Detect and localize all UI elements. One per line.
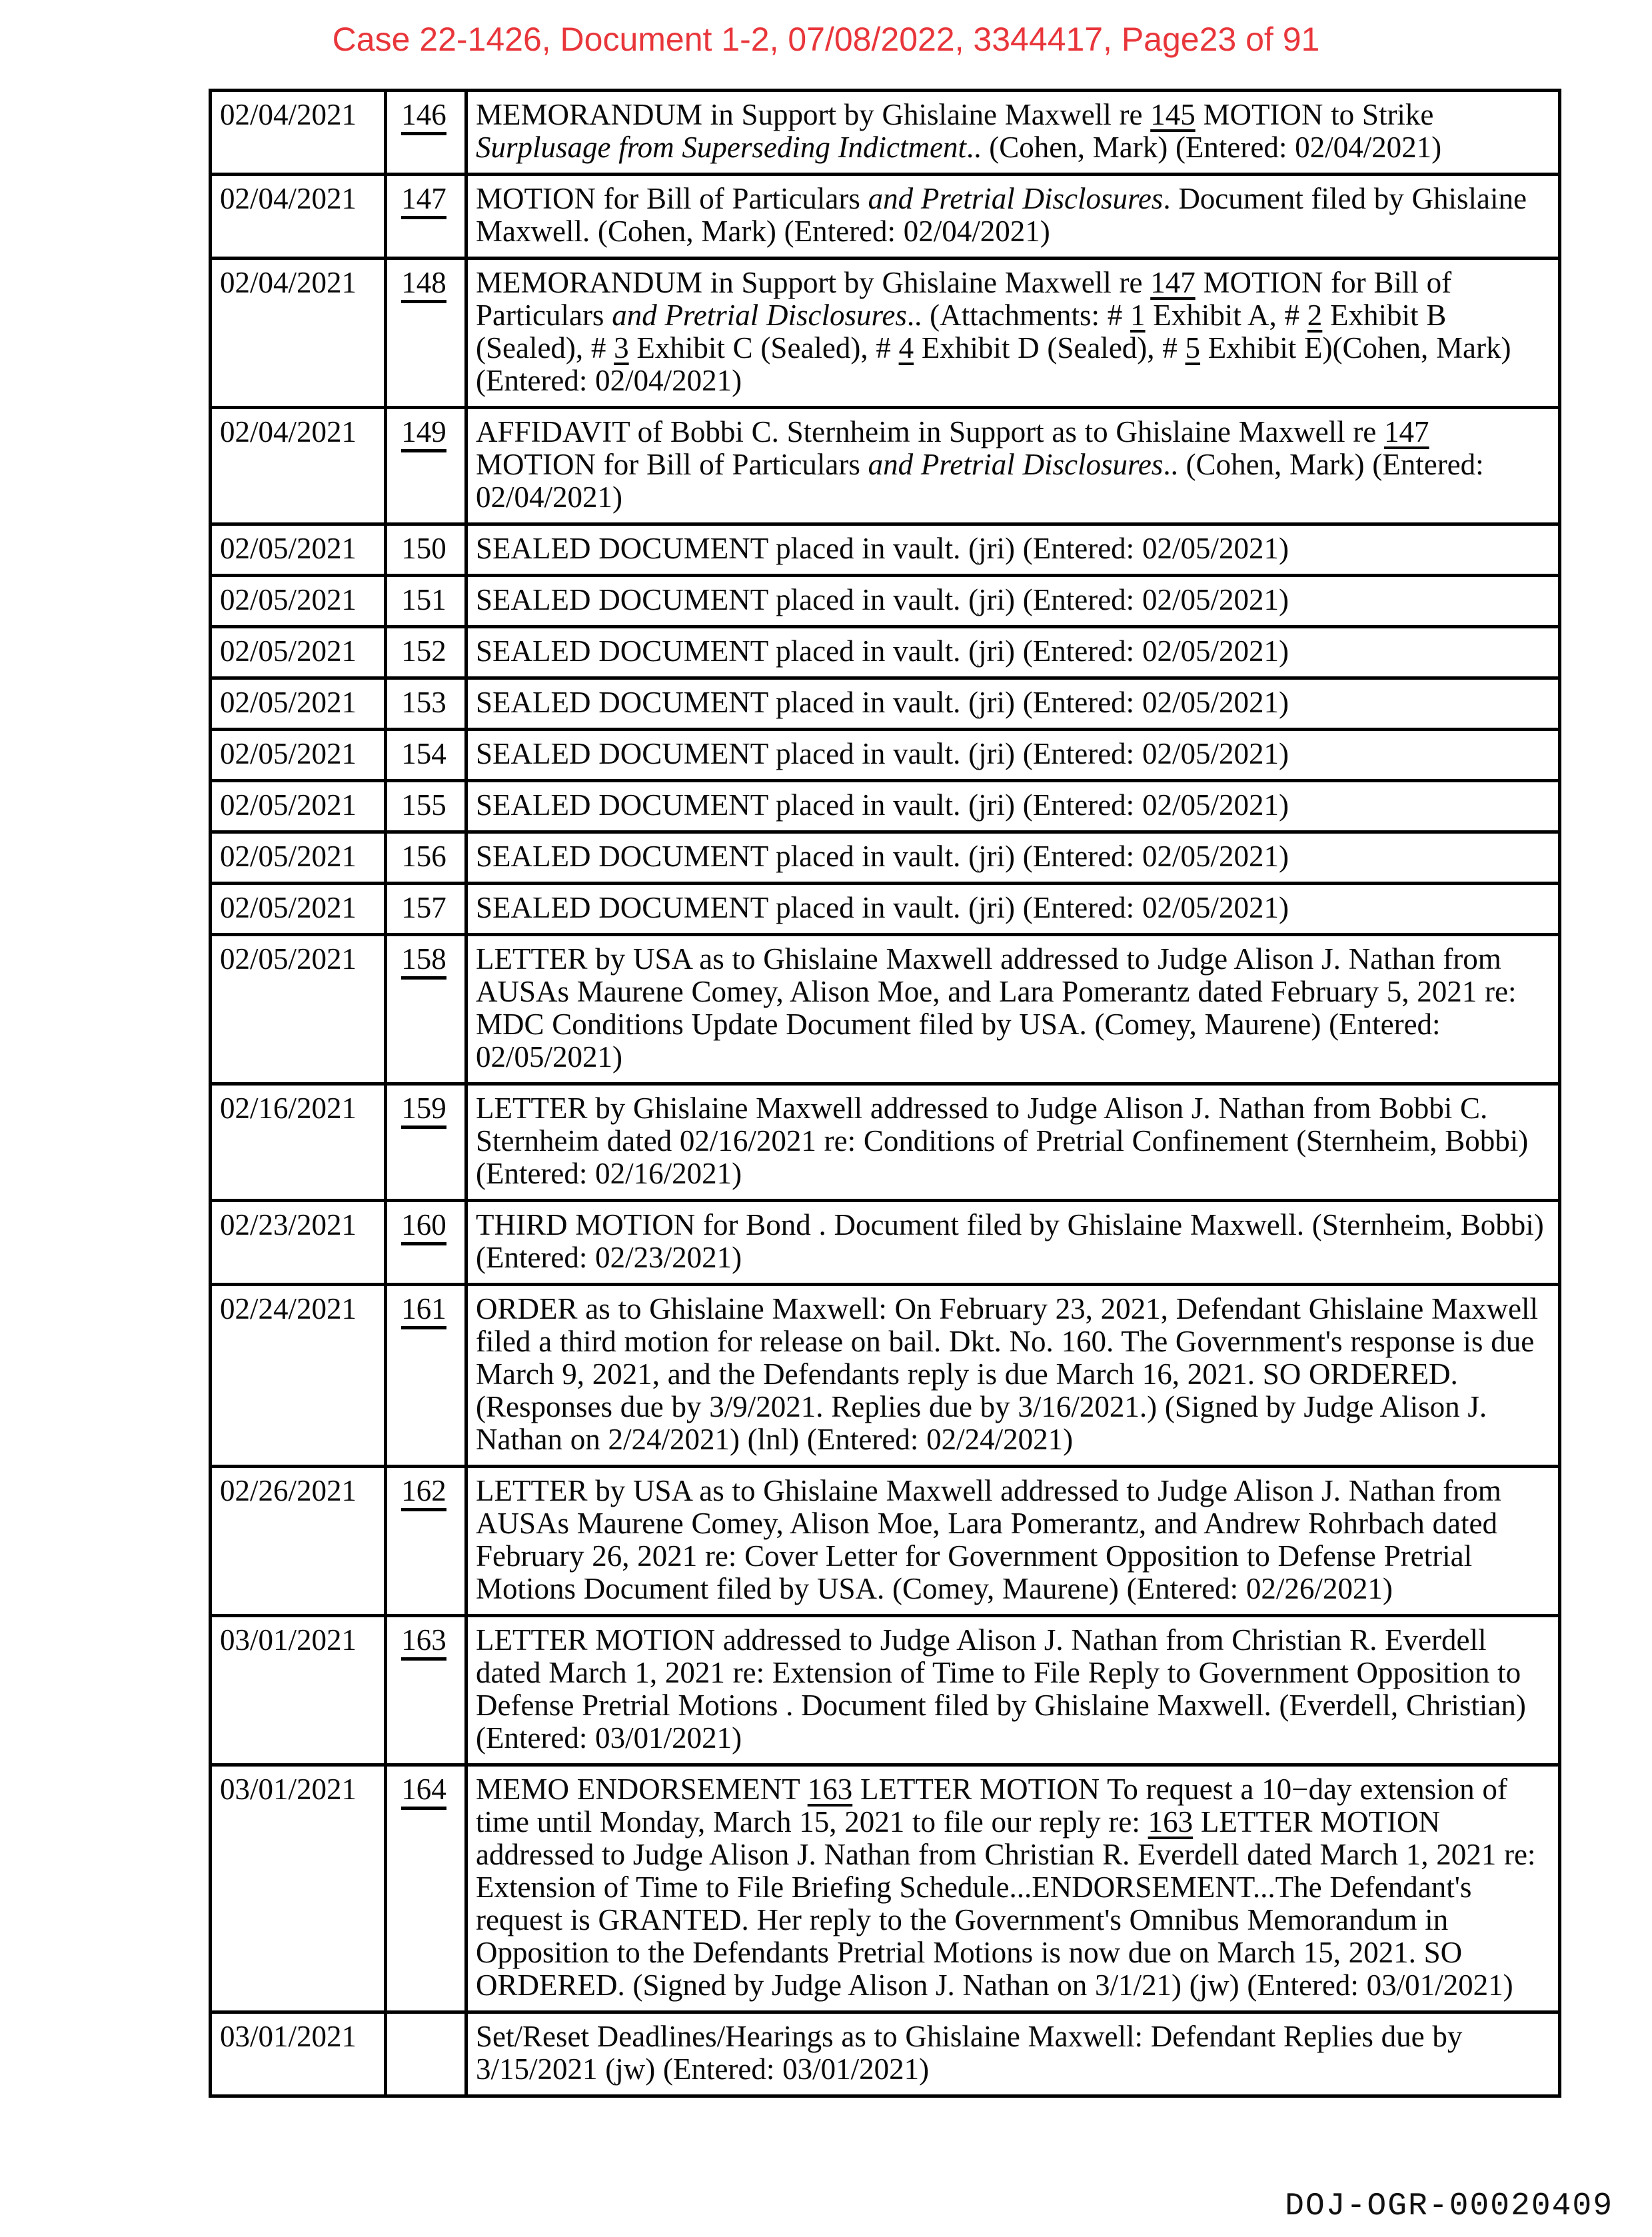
- docket-text: ORDER as to Ghislaine Maxwell: On February 23, 2021, Defendant Ghislaine Maxwell filed a third motion for release on bail. Dkt. No. 160. The Government's response is due March 9, 2021, and the Defendants reply is due March 16, 2021. SO ORDERED. (Responses due by 3/9/2021. Replies due by 3/16/2021.) (Signed by Judge Alison J. Nathan on 2/24/2021) (lnl) (Entered: 02/24/2021): [476, 1292, 1538, 1456]
- table-row: [211, 884, 1560, 935]
- docket-text-cell: [466, 576, 1560, 627]
- docket-text: SEALED DOCUMENT placed in vault. (jri) (Entered: 02/05/2021): [476, 737, 1289, 770]
- docket-number-link[interactable]: 163: [401, 1624, 446, 1661]
- docket-text-cell: [466, 2012, 1560, 2096]
- docket-text-cell: [466, 408, 1560, 524]
- docket-text: LETTER MOTION addressed to Judge Alison J. Nathan from Christian R. Everdell dated March 1, 2021 re: Extension of Time to File Briefing Schedule...ENDORSEMENT...The Defendant's request is GRANTED. Her reply to the Government's Omnibus Memorandum in Opposition to the Defendants Pretrial Motions is now due on March 15, 2021. SO ORDERED. (Signed by Judge Alison J. Nathan on 3/1/21) (jw) (Entered: 03/01/2021): [476, 1805, 1536, 2002]
- docket-text: MEMORANDUM in Support by Ghislaine Maxwell re: [476, 98, 1151, 131]
- date-filed-cell: 03/01/2021: [211, 1616, 386, 1765]
- docket-text: SEALED DOCUMENT placed in vault. (jri) (Entered: 02/05/2021): [476, 634, 1289, 668]
- table-row: [211, 1084, 1560, 1201]
- docket-text: MOTION for Bill of Particulars: [476, 266, 1452, 332]
- docket-number: 157: [401, 891, 446, 924]
- date-filed-cell: 02/05/2021: [211, 781, 386, 832]
- docket-number-cell: [386, 524, 466, 576]
- docket-number-link[interactable]: 159: [401, 1092, 446, 1129]
- docket-text-italic: and Pretrial Disclosures: [868, 182, 1164, 215]
- table-row: [211, 175, 1560, 259]
- docket-text-cell: [466, 935, 1560, 1084]
- date-filed-cell: 02/04/2021: [211, 259, 386, 408]
- table-row: [211, 781, 1560, 832]
- docket-text: SEALED DOCUMENT placed in vault. (jri) (Entered: 02/05/2021): [476, 891, 1289, 924]
- table-row: [211, 1285, 1560, 1467]
- docket-text: THIRD MOTION for Bond . Document filed by Ghislaine Maxwell. (Sternheim, Bobbi) (Entered: 02/23/2021): [476, 1208, 1544, 1274]
- docket-text-italic: and Pretrial Disclosures: [612, 299, 907, 332]
- date-filed-cell: 02/26/2021: [211, 1467, 386, 1616]
- docket-number-cell: [386, 2012, 466, 2096]
- table-row: [211, 524, 1560, 576]
- doc-reference-link[interactable]: 147: [1384, 415, 1429, 448]
- docket-text: LETTER MOTION addressed to Judge Alison J. Nathan from Christian R. Everdell dated March 1, 2021 re: Extension of Time to File Reply to Government Opposition to Defense Pretrial Motions . Document filed by Ghislaine Maxwell. (Everdell, Christian) (Entered: 03/01/2021): [476, 1623, 1526, 1755]
- docket-number: 152: [401, 634, 446, 668]
- docket-text-italic: Surplusage from Superseding Indictment: [476, 131, 967, 164]
- docket-text: MEMO ENDORSEMENT: [476, 1773, 808, 1806]
- docket-text: MEMORANDUM in Support by Ghislaine Maxwell re: [476, 266, 1151, 299]
- docket-text-italic: and Pretrial Disclosures: [868, 448, 1164, 481]
- docket-text-cell: [466, 175, 1560, 259]
- table-row: [211, 935, 1560, 1084]
- docket-number: 154: [401, 737, 446, 770]
- docket-text-cell: [466, 1285, 1560, 1467]
- docket-text-cell: [466, 730, 1560, 781]
- docket-number: 153: [401, 686, 446, 719]
- docket-text: LETTER by Ghislaine Maxwell addressed to Judge Alison J. Nathan from Bobbi C. Sternheim dated 02/16/2021 re: Conditions of Pretrial Confinement (Sternheim, Bobbi) (Entered: 02/16/2021): [476, 1092, 1529, 1190]
- docket-text: MOTION for Bill of Particulars: [476, 182, 868, 215]
- doc-reference-link[interactable]: 145: [1150, 98, 1196, 131]
- case-stamp: Case 22-1426, Document 1-2, 07/08/2022, 3344417, Page23 of 91: [332, 21, 1320, 58]
- docket-number: 150: [401, 532, 446, 565]
- docket-text: Set/Reset Deadlines/Hearings as to Ghislaine Maxwell: Defendant Replies due by 3/15/2021 (jw) (Entered: 03/01/2021): [476, 2020, 1463, 2086]
- docket-text-cell: [466, 259, 1560, 408]
- docket-number-cell: [386, 730, 466, 781]
- docket-text: Exhibit E)(Cohen, Mark) (Entered: 02/04/2021): [476, 331, 1511, 397]
- docket-text: LETTER by USA as to Ghislaine Maxwell addressed to Judge Alison J. Nathan from AUSAs Maurene Comey, Alison Moe, and Lara Pomerantz dated February 5, 2021 re: MDC Conditions Update Document filed by USA. (Comey, Maurene) (Entered: 02/05/2021): [476, 942, 1517, 1074]
- docket-number-cell: [386, 1765, 466, 2012]
- date-filed-cell: 02/16/2021: [211, 1084, 386, 1201]
- table-row: [211, 1201, 1560, 1285]
- docket-text: . Document filed by Ghislaine Maxwell. (Cohen, Mark) (Entered: 02/04/2021): [476, 182, 1527, 248]
- docket-number-cell: [386, 408, 466, 524]
- docket-number-cell: [386, 678, 466, 730]
- docket-number-cell: [386, 1285, 466, 1467]
- date-filed-cell: 02/05/2021: [211, 627, 386, 678]
- docket-number: 155: [401, 788, 446, 822]
- date-filed-cell: 03/01/2021: [211, 1765, 386, 2012]
- table-row: [211, 1616, 1560, 1765]
- docket-text-cell: [466, 524, 1560, 576]
- docket-text-cell: [466, 1201, 1560, 1285]
- docket-text: AFFIDAVIT of Bobbi C. Sternheim in Support as to Ghislaine Maxwell re: [476, 415, 1385, 448]
- docket-text: SEALED DOCUMENT placed in vault. (jri) (Entered: 02/05/2021): [476, 686, 1289, 719]
- table-row: [211, 91, 1560, 175]
- table-row: [211, 1467, 1560, 1616]
- docket-number-link[interactable]: 147: [401, 183, 446, 219]
- doc-reference-link[interactable]: 5: [1185, 331, 1201, 365]
- docket-text-cell: [466, 1765, 1560, 2012]
- docket-text: Exhibit C (Sealed), #: [628, 331, 899, 365]
- docket-text: SEALED DOCUMENT placed in vault. (jri) (Entered: 02/05/2021): [476, 583, 1289, 616]
- date-filed-cell: 02/04/2021: [211, 175, 386, 259]
- docket-text: Exhibit B (Sealed), #: [476, 299, 1447, 365]
- date-filed-cell: 02/24/2021: [211, 1285, 386, 1467]
- docket-number-cell: [386, 576, 466, 627]
- docket-number-link[interactable]: 160: [401, 1209, 446, 1245]
- doc-reference-link[interactable]: 163: [807, 1773, 853, 1806]
- table-row: [211, 408, 1560, 524]
- table-row: [211, 678, 1560, 730]
- docket-text: SEALED DOCUMENT placed in vault. (jri) (Entered: 02/05/2021): [476, 840, 1289, 873]
- date-filed-cell: 02/05/2021: [211, 884, 386, 935]
- table-row: [211, 2012, 1560, 2096]
- date-filed-cell: 03/01/2021: [211, 2012, 386, 2096]
- docket-text-cell: [466, 1616, 1560, 1765]
- date-filed-cell: 02/05/2021: [211, 935, 386, 1084]
- doc-reference-link[interactable]: 1: [1130, 299, 1146, 332]
- doc-reference-link[interactable]: 4: [898, 331, 914, 365]
- docket-text-cell: [466, 627, 1560, 678]
- docket-text: SEALED DOCUMENT placed in vault. (jri) (Entered: 02/05/2021): [476, 532, 1289, 565]
- docket-table: [209, 89, 1561, 2098]
- docket-text-cell: [466, 832, 1560, 884]
- table-row: [211, 627, 1560, 678]
- docket-text-cell: [466, 678, 1560, 730]
- docket-number-link[interactable]: 164: [401, 1773, 446, 1810]
- table-row: [211, 832, 1560, 884]
- docket-number-cell: [386, 259, 466, 408]
- doc-reference-link[interactable]: 147: [1150, 266, 1196, 299]
- docket-text-cell: [466, 781, 1560, 832]
- docket-number-link[interactable]: 162: [401, 1475, 446, 1511]
- docket-number-link[interactable]: 146: [401, 99, 446, 135]
- docket-text: .. (Attachments: #: [906, 299, 1131, 332]
- table-row: [211, 730, 1560, 781]
- date-filed-cell: 02/05/2021: [211, 678, 386, 730]
- docket-number-link[interactable]: 148: [401, 267, 446, 303]
- docket-text: LETTER MOTION To request a 10−day extension of time until Monday, March 15, 2021 to file our reply re:: [476, 1773, 1507, 1839]
- date-filed-cell: 02/23/2021: [211, 1201, 386, 1285]
- docket-number-link[interactable]: 158: [401, 943, 446, 980]
- docket-rows: [211, 91, 1560, 2096]
- docket-number: 156: [401, 840, 446, 873]
- table-row: [211, 259, 1560, 408]
- docket-text-cell: [466, 1467, 1560, 1616]
- date-filed-cell: 02/04/2021: [211, 91, 386, 175]
- docket-number-cell: [386, 91, 466, 175]
- date-filed-cell: 02/04/2021: [211, 408, 386, 524]
- docket-text: Exhibit A, #: [1145, 299, 1307, 332]
- docket-number-cell: [386, 1616, 466, 1765]
- docket-text: .. (Cohen, Mark) (Entered: 02/04/2021): [966, 131, 1442, 164]
- docket-text: MOTION to Strike: [1195, 98, 1434, 131]
- docket-number-cell: [386, 884, 466, 935]
- docket-number-cell: [386, 781, 466, 832]
- docket-number-link[interactable]: 161: [401, 1293, 446, 1329]
- docket-text-cell: [466, 884, 1560, 935]
- docket-text: SEALED DOCUMENT placed in vault. (jri) (Entered: 02/05/2021): [476, 788, 1289, 822]
- docket-number-cell: [386, 832, 466, 884]
- docket-number-link[interactable]: 149: [401, 416, 446, 452]
- date-filed-cell: 02/05/2021: [211, 730, 386, 781]
- date-filed-cell: 02/05/2021: [211, 524, 386, 576]
- docket-text-cell: [466, 1084, 1560, 1201]
- docket-number-cell: [386, 935, 466, 1084]
- docket-text: LETTER by USA as to Ghislaine Maxwell addressed to Judge Alison J. Nathan from AUSAs Maurene Comey, Alison Moe, Lara Pomerantz, and Andrew Rohrbach dated February 26, 2021 re: Cover Letter for Government Opposition to Defense Pretrial Motions Document filed by USA. (Comey, Maurene) (Entered: 02/26/2021): [476, 1474, 1501, 1605]
- date-filed-cell: 02/05/2021: [211, 832, 386, 884]
- docket-text: MOTION for Bill of Particulars: [476, 448, 868, 481]
- docket-text: Exhibit D (Sealed), #: [914, 331, 1186, 365]
- docket-text: .. (Cohen, Mark) (Entered: 02/04/2021): [476, 448, 1484, 514]
- docket-number-cell: [386, 175, 466, 259]
- docket-number-cell: [386, 1084, 466, 1201]
- date-filed-cell: 02/05/2021: [211, 576, 386, 627]
- docket-number: 151: [401, 583, 446, 616]
- table-row: [211, 576, 1560, 627]
- docket-number-cell: [386, 627, 466, 678]
- bates-number: DOJ-OGR-00020409: [1285, 2188, 1613, 2224]
- docket-number-cell: [386, 1201, 466, 1285]
- doc-reference-link[interactable]: 2: [1307, 299, 1323, 332]
- doc-reference-link[interactable]: 163: [1148, 1805, 1194, 1839]
- doc-reference-link[interactable]: 3: [614, 331, 629, 365]
- docket-text-cell: [466, 91, 1560, 175]
- table-row: [211, 1765, 1560, 2012]
- docket-number-cell: [386, 1467, 466, 1616]
